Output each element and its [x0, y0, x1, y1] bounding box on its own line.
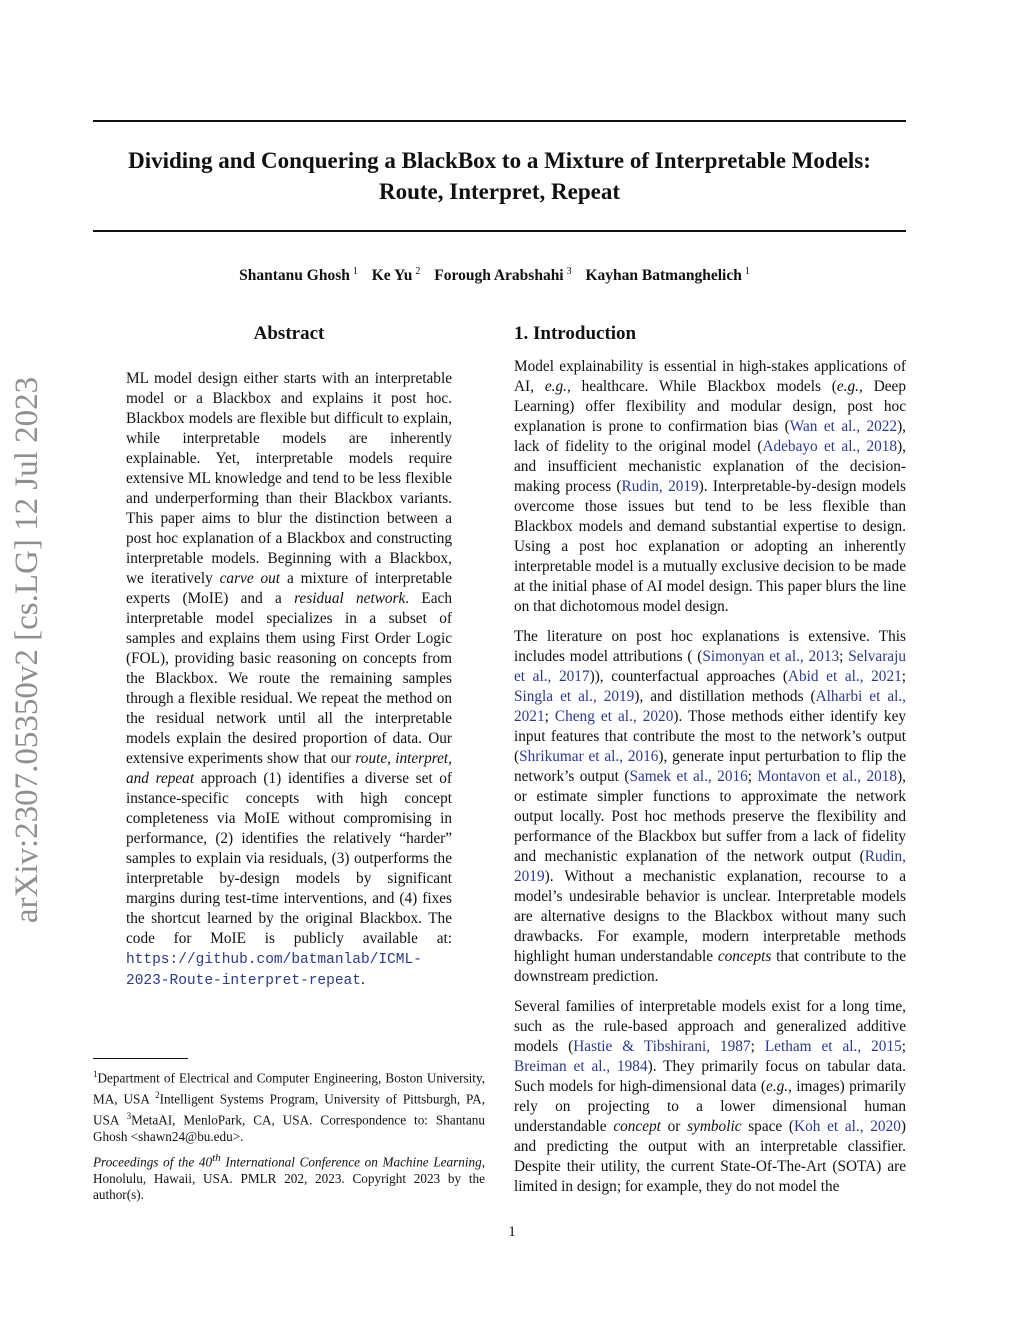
- proceedings-text: 40: [198, 1154, 213, 1170]
- title-rule-top: [93, 120, 906, 122]
- title-line-2: Route, Interpret, Repeat: [378, 179, 621, 204]
- affiliation-footnote: [93, 1066, 485, 1145]
- footnote-rule: [93, 1058, 188, 1059]
- code-url-link[interactable]: https://github.com/batmanlab/ICML-2023-Route-interpret-repeat: [126, 952, 422, 989]
- citation-link[interactable]: Breiman et al., 1984: [514, 1058, 648, 1075]
- abstract-emphasis: carve out: [219, 570, 281, 587]
- intro-paragraph: [514, 627, 906, 987]
- author-affiliation: 3: [566, 266, 572, 277]
- citation-link[interactable]: Selvaraju et al., 2017: [514, 648, 906, 685]
- emphasis-text: e.g.,: [836, 378, 863, 395]
- body-text: )), counterfactual approaches (: [589, 668, 788, 685]
- body-text: or: [660, 1118, 688, 1135]
- citation-link[interactable]: Alharbi et al., 2021: [514, 688, 907, 725]
- proceedings-notice: [93, 1150, 485, 1204]
- body-text: Model explainability is essential in high-stakes applications of AI,: [514, 358, 906, 395]
- author-name: Ke Yu: [371, 267, 413, 285]
- abstract-body: [126, 369, 452, 991]
- title-rule-bottom: [93, 230, 906, 232]
- citation-link[interactable]: Shrikumar et al., 2016: [519, 748, 659, 765]
- body-text: ), and insufficient mechanistic explanation of the decision-making process (: [514, 438, 906, 495]
- body-text: ), or estimate simpler functions to approximate the network output locally. Post hoc methods preserve the flexibility and performance of the Blackbox but suffer from a lack of fidelity and mechanistic explanation of the network output (: [514, 768, 906, 865]
- author-affiliation: 1: [352, 266, 358, 277]
- citation-link[interactable]: Samek et al., 2016: [629, 768, 748, 785]
- body-text: ;: [839, 648, 849, 665]
- body-text: ), generate input perturbation to flip the network’s output (: [514, 748, 906, 785]
- emphasis-text: e.g.,: [544, 378, 571, 395]
- body-text: space (: [741, 1118, 795, 1135]
- abstract-text: .: [360, 971, 365, 988]
- introduction-body: [514, 357, 906, 1207]
- emphasis-text: concept: [613, 1118, 661, 1135]
- body-text: healthcare. While Blackbox models (: [570, 378, 837, 395]
- body-text: ;: [544, 708, 555, 725]
- author-name: Shantanu Ghosh: [239, 267, 350, 285]
- abstract-text: ML model design either starts with an interpretable model or a Blackbox and explains it post hoc. Blackbox models are flexible but difficult to explain, while interpretable models are inherently explainable. Yet, interpretable models require extensive ML knowledge and tend to be less flexible and underperforming than their Blackbox variants. This paper aims to blur the distinction between a post hoc explanation of a Blackbox and constructing interpretable models. Beginning with a Blackbox, we iteratively: [126, 370, 452, 587]
- citation-link[interactable]: Koh et al., 2020: [794, 1118, 901, 1135]
- author-affiliation: 1: [744, 266, 750, 277]
- arxiv-identifier: arXiv:2307.05350v2 [cs.LG] 12 Jul 2023: [9, 376, 45, 924]
- citation-link[interactable]: Rudin, 2019: [621, 478, 699, 495]
- introduction-heading: 1. Introduction: [514, 323, 637, 344]
- body-text: ). Interpretable-by-design models overcome those issues but tend to be less flexible than Blackbox models and demand substantial expertise to design. Using a post hoc explanation or adopting an inherently interpretable model is a mutually exclusive decision to be made at the initial phase of AI model design. This paper blurs the line on that dichotomous model design.: [514, 478, 906, 615]
- body-text: The literature on post hoc explanations is extensive. This includes model attributions ( (: [514, 628, 906, 665]
- citation-link[interactable]: Cheng et al., 2020: [554, 708, 674, 725]
- body-text: ;: [901, 668, 907, 685]
- emphasis-text: symbolic: [687, 1118, 742, 1135]
- author-name: Forough Arabshahi: [434, 267, 564, 285]
- citation-link[interactable]: Montavon et al., 2018: [757, 768, 898, 785]
- proceedings-text: Proceedings of the: [93, 1154, 199, 1170]
- emphasis-text: e.g.,: [766, 1078, 792, 1095]
- footnote-marker: 2: [155, 1089, 160, 1100]
- page-number: 1: [508, 1224, 516, 1240]
- citation-link[interactable]: Simonyan et al., 2013: [702, 648, 840, 665]
- author-list: [93, 266, 906, 285]
- citation-link[interactable]: Hastie & Tibshirani, 1987: [573, 1038, 751, 1055]
- author-name: Kayhan Batmanghelich: [585, 267, 742, 285]
- emphasis-text: concepts: [717, 948, 772, 965]
- author-affiliation: 2: [415, 266, 421, 277]
- proceedings-text: th: [212, 1152, 221, 1164]
- body-text: ). Those methods either identify key input features that contribute the most to the network’s output (: [514, 708, 907, 765]
- body-text: that contribute to the downstream prediction.: [514, 948, 906, 985]
- paper-title: [93, 145, 906, 207]
- body-text: ). Without a mechanistic explanation, recourse to a model’s undesirable behavior is unclear. Interpretable models are alternative designs to the Blackbox without many such drawbacks. For example, modern interpretable methods highlight human understandable: [514, 868, 906, 965]
- proceedings-text: International Conference on Machine Learning: [220, 1154, 482, 1170]
- body-text: ;: [750, 1038, 765, 1055]
- abstract-text: . Each interpretable model specializes in a subset of samples and explains them using First Order Logic (FOL), providing basic reasoning on concepts from the Blackbox. We route the remaining samples through a flexible residual. We repeat the method on the residual network until all the interpretable models explain the desired proportion of data. Our extensive experiments show that our: [126, 590, 452, 767]
- intro-paragraph: [514, 357, 906, 617]
- abstract-text: a mixture of interpretable experts (MoIE) and a: [126, 570, 453, 607]
- citation-link[interactable]: Letham et al., 2015: [764, 1038, 902, 1055]
- body-text: ). They primarily focus on tabular data. Such models for high-dimensional data (: [514, 1058, 906, 1095]
- abstract-emphasis: residual network: [294, 590, 406, 607]
- footnote-marker: 1: [93, 1069, 98, 1079]
- citation-link[interactable]: Rudin, 2019: [514, 848, 906, 885]
- footnote-text: Intelligent Systems Program, University of Pittsburgh, PA, USA: [93, 1091, 486, 1128]
- body-text: Several families of interpretable models exist for a long time, such as the rule-based approach and generalized additive models (: [514, 998, 906, 1055]
- body-text: ), and distillation methods (: [634, 688, 816, 705]
- body-text: ) and predicting the output with an interpretable classifier. Despite their utility, the current State-Of-The-Art (SOTA) are limited in design; for example, they do not model the: [514, 1118, 906, 1195]
- citation-link[interactable]: Adebayo et al., 2018: [762, 438, 898, 455]
- proceedings-text: , Honolulu, Hawaii, USA. PMLR 202, 2023. Copyright 2023 by the author(s).: [93, 1154, 485, 1203]
- body-text: ;: [901, 1038, 907, 1055]
- intro-paragraph: [514, 997, 906, 1197]
- body-text: ), lack of fidelity to the original model (: [514, 418, 906, 455]
- body-text: Deep Learning) offer flexibility and modular design, post hoc explanation is prone to confirmation bias (: [514, 378, 906, 435]
- abstract-text: approach (1) identifies a diverse set of instance-specific concepts with high concept completeness via MoIE without compromising in performance, (2) identifies the relatively “harder” samples to explain via residuals, (3) outperforms the interpretable by-design models by significant margins during test-time interventions, and (4) fixes the shortcut learned by the original Blackbox. The code for MoIE is publicly available at:: [126, 770, 453, 947]
- citation-link[interactable]: Singla et al., 2019: [514, 688, 635, 705]
- body-text: images) primarily rely on projecting to a lower dimensional human understandable: [514, 1078, 907, 1135]
- abstract-emphasis: route, interpret, and repeat: [126, 750, 452, 787]
- citation-link[interactable]: Wan et al., 2022: [789, 418, 898, 435]
- footnote-text: MetaAI, MenloPark, CA, USA. Correspondence to: Shantanu Ghosh <shawn24@bu.edu>.: [93, 1112, 485, 1144]
- title-line-1: Dividing and Conquering a BlackBox to a Mixture of Interpretable Models:: [128, 148, 871, 173]
- footnote-text: Department of Electrical and Computer Engineering, Boston University, MA, USA: [93, 1070, 485, 1107]
- footnote-marker: 3: [126, 1110, 132, 1121]
- body-text: ;: [747, 768, 758, 785]
- abstract-heading: Abstract: [253, 323, 325, 344]
- citation-link[interactable]: Abid et al., 2021: [787, 668, 902, 685]
